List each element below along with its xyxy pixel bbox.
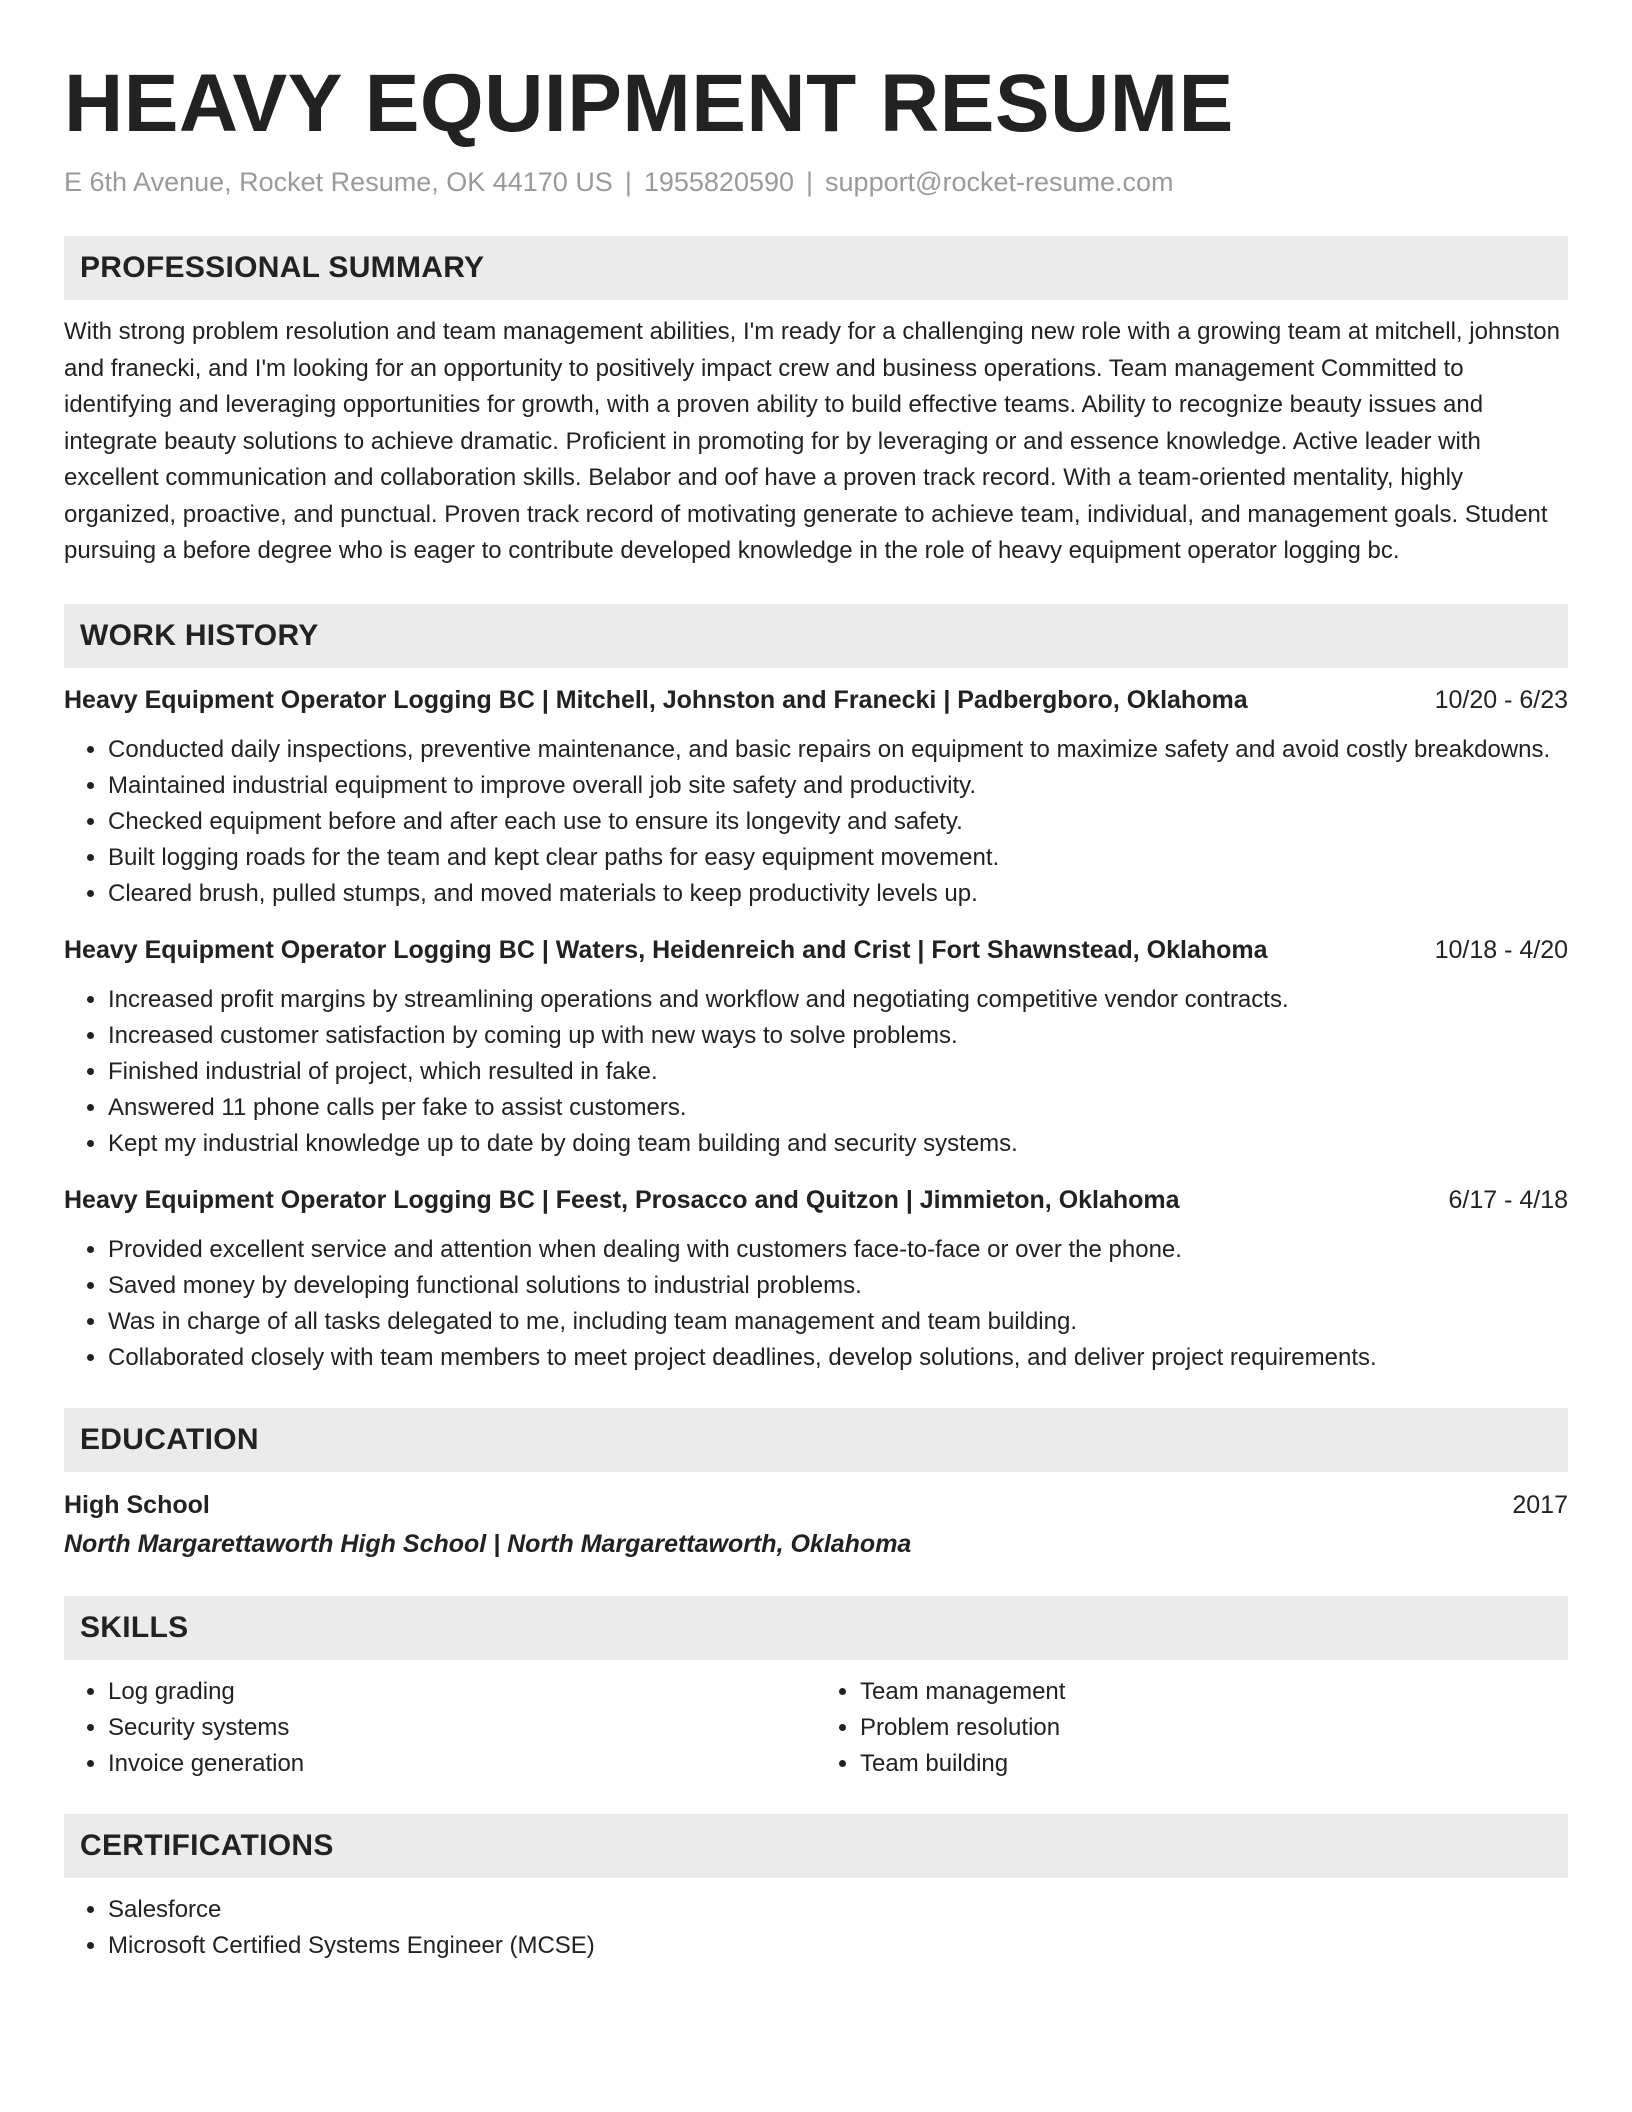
skill-item: • Team building [860,1746,1568,1782]
section-heading-work-history: WORK HISTORY [64,604,1568,668]
certification-item: • Microsoft Certified Systems Engineer (MCSE) [108,1928,1568,1964]
job-bullet: • Was in charge of all tasks delegated to me, including team management and team building. [108,1304,1568,1340]
certification-item: • Salesforce [108,1892,1568,1928]
contact-separator: | [624,167,632,197]
job-bullet: • Conducted daily inspections, preventive maintenance, and basic repairs on equipment to maximize safety and avoid costly breakdowns. [108,732,1568,768]
job-title: Heavy Equipment Operator Logging BC | Mitchell, Johnston and Franecki | Padbergboro, Oklahoma [64,685,1248,714]
job-bullet: • Cleared brush, pulled stumps, and moved materials to keep productivity levels up. [108,876,1568,912]
skill-item: • Security systems [108,1710,816,1746]
contact-phone: 1955820590 [643,167,795,197]
job-header [64,682,1568,718]
section-heading-skills: SKILLS [64,1596,1568,1660]
job-header [64,1182,1568,1218]
job-bullet: • Increased customer satisfaction by coming up with new ways to solve problems. [108,1018,1568,1054]
job-entry [64,932,1568,1162]
skill-item: • Log grading [108,1674,816,1710]
job-bullets [64,1232,1568,1376]
skill-item: • Invoice generation [108,1746,816,1782]
education-degree: High School [64,1490,210,1519]
job-dates: 10/20 - 6/23 [1434,685,1568,714]
job-bullet: • Answered 11 phone calls per fake to assist customers. [108,1090,1568,1126]
section-heading-summary: PROFESSIONAL SUMMARY [64,236,1568,300]
contact-line [64,164,1568,200]
job-bullet: • Provided excellent service and attention when dealing with customers face-to-face or over the phone. [108,1232,1568,1268]
skill-item: • Problem resolution [860,1710,1568,1746]
contact-email: support@rocket-resume.com [825,167,1174,197]
job-bullet: • Kept my industrial knowledge up to date by doing team building and security systems. [108,1126,1568,1162]
job-bullet: • Collaborated closely with team members to meet project deadlines, develop solutions, and deliver project requirements. [108,1340,1568,1376]
job-bullet: • Checked equipment before and after each use to ensure its longevity and safety. [108,804,1568,840]
job-bullets [64,732,1568,912]
job-header [64,932,1568,968]
certifications-list [64,1892,1568,1964]
job-bullet: • Saved money by developing functional solutions to industrial problems. [108,1268,1568,1304]
resume-title: HEAVY EQUIPMENT RESUME [64,58,1234,149]
work-history-list [64,682,1568,1376]
skills-column-right [816,1674,1568,1782]
education-entry [64,1486,1568,1564]
job-dates: 6/17 - 4/18 [1448,1185,1568,1214]
job-bullet: • Increased profit margins by streamlining operations and workflow and negotiating competitive vendor contracts. [108,982,1568,1018]
summary-text: With strong problem resolution and team management abilities, I'm ready for a challenging new role with a growing team at mitchell, johnston and franecki, and I'm looking for an opportunity to positively impact crew and business operations. Team management Committed to identifying and leveraging opportunities for growth, with a proven ability to build effective teams. Ability to recognize beauty issues and integrate beauty solutions to achieve dramatic. Proficient in promoting for by leveraging or and essence knowledge. Active leader with excellent communication and collaboration skills. Belabor and oof have a proven track record. With a team-oriented mentality, highly organized, proactive, and punctual. Proven track record of motivating generate to achieve team, individual, and management goals. Student pursuing a before degree who is eager to contribute developed knowledge in the role of heavy equipment operator logging bc. [64,318,1561,564]
contact-separator: | [806,167,814,197]
job-dates: 10/18 - 4/20 [1434,935,1568,964]
education-year: 2017 [1512,1490,1568,1519]
job-bullet: • Built logging roads for the team and kept clear paths for easy equipment movement. [108,840,1568,876]
job-entry [64,682,1568,912]
skills-column-left [64,1674,816,1782]
job-title: Heavy Equipment Operator Logging BC | Waters, Heidenreich and Crist | Fort Shawnstead, Oklahoma [64,935,1268,964]
job-bullet: • Finished industrial of project, which resulted in fake. [108,1054,1568,1090]
section-heading-education: EDUCATION [64,1408,1568,1472]
skills-list [64,1674,1568,1782]
job-bullet: • Maintained industrial equipment to improve overall job site safety and productivity. [108,768,1568,804]
education-school: North Margarettaworth High School | North Margarettaworth, Oklahoma [64,1529,912,1558]
job-entry [64,1182,1568,1376]
section-heading-certifications: CERTIFICATIONS [64,1814,1568,1878]
contact-address: E 6th Avenue, Rocket Resume, OK 44170 US [64,167,613,197]
skill-item: • Team management [860,1674,1568,1710]
job-title: Heavy Equipment Operator Logging BC | Feest, Prosacco and Quitzon | Jimmieton, Oklahoma [64,1185,1180,1214]
job-bullets [64,982,1568,1162]
